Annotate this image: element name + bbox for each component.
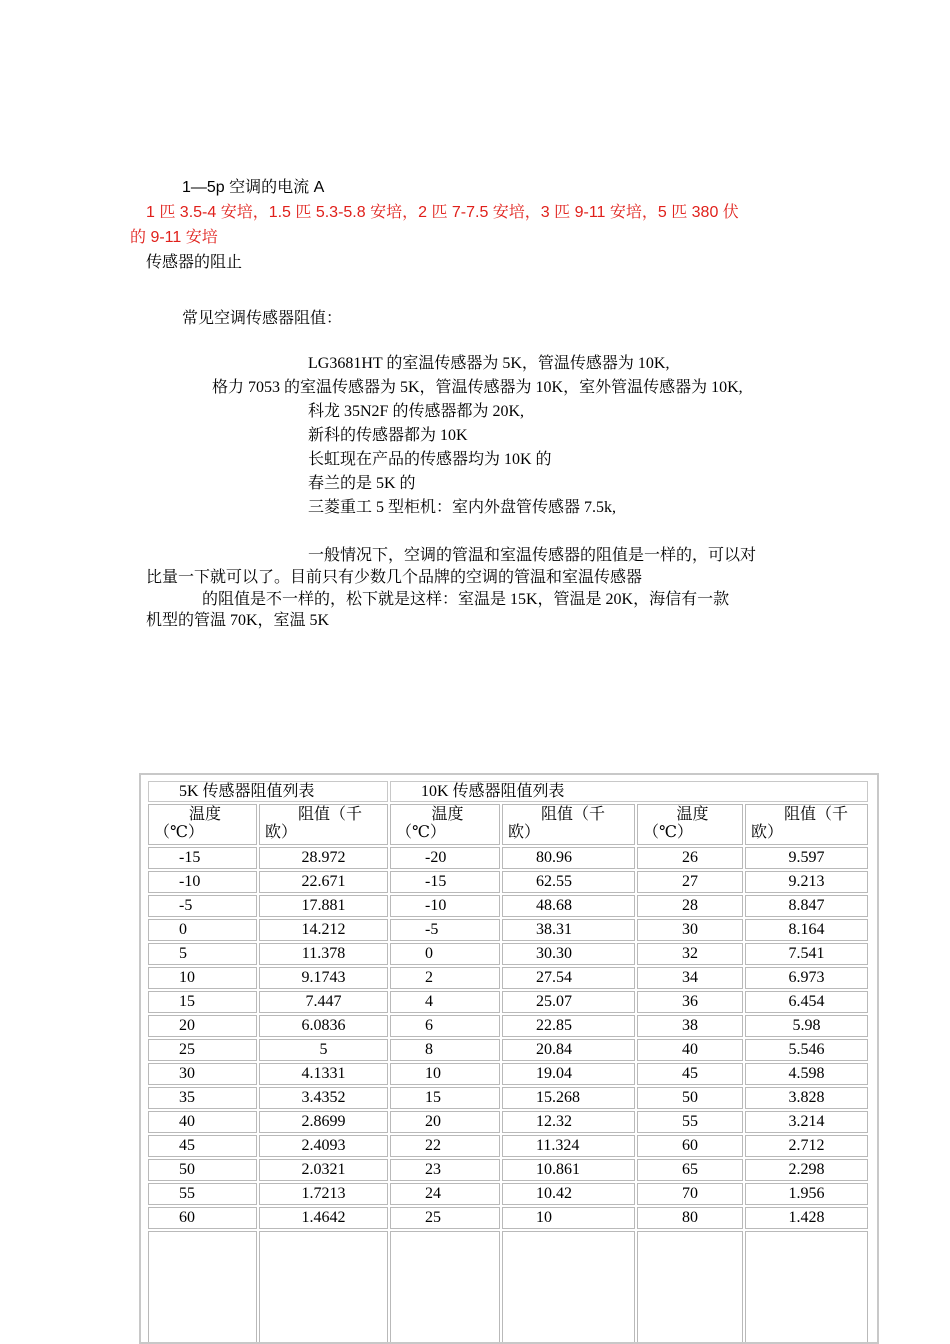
cell-temp-10k-a: -20	[390, 847, 500, 869]
cell-temp-10k-b: 26	[637, 847, 743, 869]
cell-res-10k-a: 30.30	[502, 943, 635, 965]
cell-temp-10k-a: 0	[390, 943, 500, 965]
cell-temp-5k: 0	[148, 919, 257, 941]
paragraph-line-4: 机型的管温 70K，室温 5K	[146, 612, 330, 629]
sensor-resistance-heading: 传感器的阻止	[146, 254, 243, 271]
cell-res-10k-a: 25.07	[502, 991, 635, 1013]
cell-res-10k-b: 5.98	[745, 1015, 868, 1037]
cell-res-5k: 4.1331	[259, 1063, 388, 1085]
table-row	[148, 871, 868, 893]
cell-temp-10k-a: -10	[390, 895, 500, 917]
cell-res-10k-b: 9.597	[745, 847, 868, 869]
cell-temp-5k: -15	[148, 847, 257, 869]
cell-res-10k-a: 20.84	[502, 1039, 635, 1061]
paragraph-line-1: 一般情况下，空调的管温和室温传感器的阻值是一样的，可以对	[308, 547, 757, 564]
brand-line-lg: LG3681HT 的室温传感器为 5K，管温传感器为 10K,	[308, 355, 670, 372]
cell-temp-10k-b: 27	[637, 871, 743, 893]
table-row	[148, 847, 868, 869]
cell-temp-10k-a: 22	[390, 1135, 500, 1157]
current-red-line-2: 的 9-11 安培	[130, 229, 218, 246]
cell-temp-5k: 5	[148, 943, 257, 965]
table-row	[148, 1111, 868, 1133]
brand-line-gree: 格力 7053 的室温传感器为 5K，管温传感器为 10K，室外管温传感器为 10K,	[212, 379, 743, 396]
cell-temp-5k: 15	[148, 991, 257, 1013]
table-row	[148, 1207, 868, 1229]
cell-res-10k-b: 5.546	[745, 1039, 868, 1061]
cell-res-5k: 3.4352	[259, 1087, 388, 1109]
cell-res-10k-a: 12.32	[502, 1111, 635, 1133]
cell-res-10k-a: 38.31	[502, 919, 635, 941]
cell-temp-10k-b: 34	[637, 967, 743, 989]
cell-res-10k-a: 15.268	[502, 1087, 635, 1109]
cell-temp-10k-b: 38	[637, 1015, 743, 1037]
cell-temp-10k-a: -15	[390, 871, 500, 893]
table-row	[148, 1015, 868, 1037]
cell-temp-5k: -5	[148, 895, 257, 917]
table-row	[148, 991, 868, 1013]
cell-temp-5k: 10	[148, 967, 257, 989]
header-temp-10k-b: 温度 （℃）	[637, 804, 743, 845]
cell-temp-10k-a: 15	[390, 1087, 500, 1109]
cell-temp-5k: 40	[148, 1111, 257, 1133]
cell-temp-5k: -10	[148, 871, 257, 893]
cell-res-5k: 1.4642	[259, 1207, 388, 1229]
cell-temp-10k-b: 55	[637, 1111, 743, 1133]
cell-temp-10k-a: 10	[390, 1063, 500, 1085]
cell-temp-10k-b: 50	[637, 1087, 743, 1109]
cell-temp-5k: 60	[148, 1207, 257, 1229]
cell-temp-5k: 35	[148, 1087, 257, 1109]
cell-temp-10k-b: 40	[637, 1039, 743, 1061]
cell-temp-10k-a: 6	[390, 1015, 500, 1037]
cell-temp-5k: 50	[148, 1159, 257, 1181]
cell-res-10k-a: 48.68	[502, 895, 635, 917]
cell-res-10k-b: 1.956	[745, 1183, 868, 1205]
cell-res-5k: 2.0321	[259, 1159, 388, 1181]
cell-res-10k-a: 11.324	[502, 1135, 635, 1157]
current-title: 1—5p 空调的电流 A	[182, 179, 325, 196]
cell-temp-10k-b: 80	[637, 1207, 743, 1229]
empty-cell	[148, 1231, 257, 1343]
table-row	[148, 1087, 868, 1109]
cell-temp-5k: 30	[148, 1063, 257, 1085]
cell-res-10k-a: 10.861	[502, 1159, 635, 1181]
cell-res-10k-a: 19.04	[502, 1063, 635, 1085]
brand-line-changhong: 长虹现在产品的传感器均为 10K 的	[308, 451, 552, 468]
table-row	[148, 943, 868, 965]
header-res-5k: 阻值（千 欧）	[259, 804, 388, 845]
cell-res-10k-a: 62.55	[502, 871, 635, 893]
cell-res-10k-b: 6.973	[745, 967, 868, 989]
cell-res-5k: 7.447	[259, 991, 388, 1013]
common-sensor-heading: 常见空调传感器阻值：	[182, 310, 343, 327]
cell-res-5k: 9.1743	[259, 967, 388, 989]
table-row	[148, 1039, 868, 1061]
cell-res-10k-a: 22.85	[502, 1015, 635, 1037]
brand-line-mitsubishi: 三菱重工 5 型柜机：室内外盘管传感器 7.5k,	[308, 499, 617, 516]
empty-cell	[637, 1231, 743, 1343]
cell-res-10k-a: 10	[502, 1207, 635, 1229]
cell-temp-10k-b: 36	[637, 991, 743, 1013]
cell-temp-10k-a: 8	[390, 1039, 500, 1061]
cell-temp-10k-b: 45	[637, 1063, 743, 1085]
cell-temp-5k: 25	[148, 1039, 257, 1061]
cell-temp-10k-a: 20	[390, 1111, 500, 1133]
cell-temp-10k-a: 24	[390, 1183, 500, 1205]
cell-res-10k-b: 7.541	[745, 943, 868, 965]
cell-temp-10k-a: 2	[390, 967, 500, 989]
table-row	[148, 1183, 868, 1205]
brand-line-chunlan: 春兰的是 5K 的	[308, 475, 416, 492]
cell-res-5k: 17.881	[259, 895, 388, 917]
cell-res-10k-b: 2.298	[745, 1159, 868, 1181]
cell-temp-10k-b: 70	[637, 1183, 743, 1205]
empty-cell	[745, 1231, 868, 1343]
cell-temp-5k: 55	[148, 1183, 257, 1205]
table-body	[148, 847, 868, 1229]
cell-res-10k-a: 80.96	[502, 847, 635, 869]
header-res-10k-b: 阻值（千 欧）	[745, 804, 868, 845]
cell-res-10k-b: 3.828	[745, 1087, 868, 1109]
table-title-row	[148, 781, 868, 802]
table-row	[148, 967, 868, 989]
cell-res-10k-b: 2.712	[745, 1135, 868, 1157]
cell-temp-10k-b: 60	[637, 1135, 743, 1157]
brand-line-kelon: 科龙 35N2F 的传感器都为 20K,	[308, 403, 525, 420]
header-temp-5k: 温度 （℃）	[148, 804, 257, 845]
paragraph-line-3: 的阻值是不一样的，松下就是这样：室温是 15K，管温是 20K，海信有一款	[202, 591, 730, 608]
cell-res-10k-b: 6.454	[745, 991, 868, 1013]
cell-res-10k-b: 9.213	[745, 871, 868, 893]
cell-res-5k: 1.7213	[259, 1183, 388, 1205]
table-row	[148, 895, 868, 917]
table-header-row	[148, 804, 868, 845]
cell-res-10k-b: 1.428	[745, 1207, 868, 1229]
cell-res-5k: 22.671	[259, 871, 388, 893]
table-title-5k: 5K 传感器阻值列表	[148, 781, 388, 802]
cell-res-5k: 5	[259, 1039, 388, 1061]
sensor-resistance-table	[146, 779, 870, 1344]
cell-res-10k-b: 3.214	[745, 1111, 868, 1133]
cell-temp-10k-a: 25	[390, 1207, 500, 1229]
cell-temp-10k-a: 23	[390, 1159, 500, 1181]
cell-res-10k-a: 27.54	[502, 967, 635, 989]
cell-temp-10k-a: -5	[390, 919, 500, 941]
header-temp-10k-a: 温度 （℃）	[390, 804, 500, 845]
paragraph-line-2: 比量一下就可以了。目前只有少数几个品牌的空调的管温和室温传感器	[146, 569, 643, 586]
cell-res-5k: 2.8699	[259, 1111, 388, 1133]
table-row	[148, 919, 868, 941]
cell-temp-10k-b: 65	[637, 1159, 743, 1181]
cell-temp-5k: 20	[148, 1015, 257, 1037]
cell-res-5k: 2.4093	[259, 1135, 388, 1157]
cell-temp-10k-b: 28	[637, 895, 743, 917]
table-row	[148, 1159, 868, 1181]
cell-res-10k-b: 8.164	[745, 919, 868, 941]
empty-cell	[502, 1231, 635, 1343]
table-row	[148, 1063, 868, 1085]
cell-res-5k: 11.378	[259, 943, 388, 965]
cell-res-5k: 28.972	[259, 847, 388, 869]
empty-cell	[259, 1231, 388, 1343]
cell-res-5k: 14.212	[259, 919, 388, 941]
cell-res-10k-b: 4.598	[745, 1063, 868, 1085]
empty-cell	[390, 1231, 500, 1343]
table-empty-row	[148, 1231, 868, 1343]
brand-line-xinke: 新科的传感器都为 10K	[308, 427, 468, 444]
cell-temp-5k: 45	[148, 1135, 257, 1157]
current-red-line-1: 1 匹 3.5-4 安培，1.5 匹 5.3-5.8 安培，2 匹 7-7.5 安培，3 匹 9-11 安培，5 匹 380 伏	[146, 204, 739, 221]
cell-temp-10k-b: 32	[637, 943, 743, 965]
table-title-10k: 10K 传感器阻值列表	[390, 781, 868, 802]
cell-temp-10k-b: 30	[637, 919, 743, 941]
cell-res-10k-a: 10.42	[502, 1183, 635, 1205]
header-res-10k-a: 阻值（千 欧）	[502, 804, 635, 845]
cell-temp-10k-a: 4	[390, 991, 500, 1013]
sensor-table-frame	[139, 773, 879, 1344]
table-row	[148, 1135, 868, 1157]
cell-res-10k-b: 8.847	[745, 895, 868, 917]
cell-res-5k: 6.0836	[259, 1015, 388, 1037]
